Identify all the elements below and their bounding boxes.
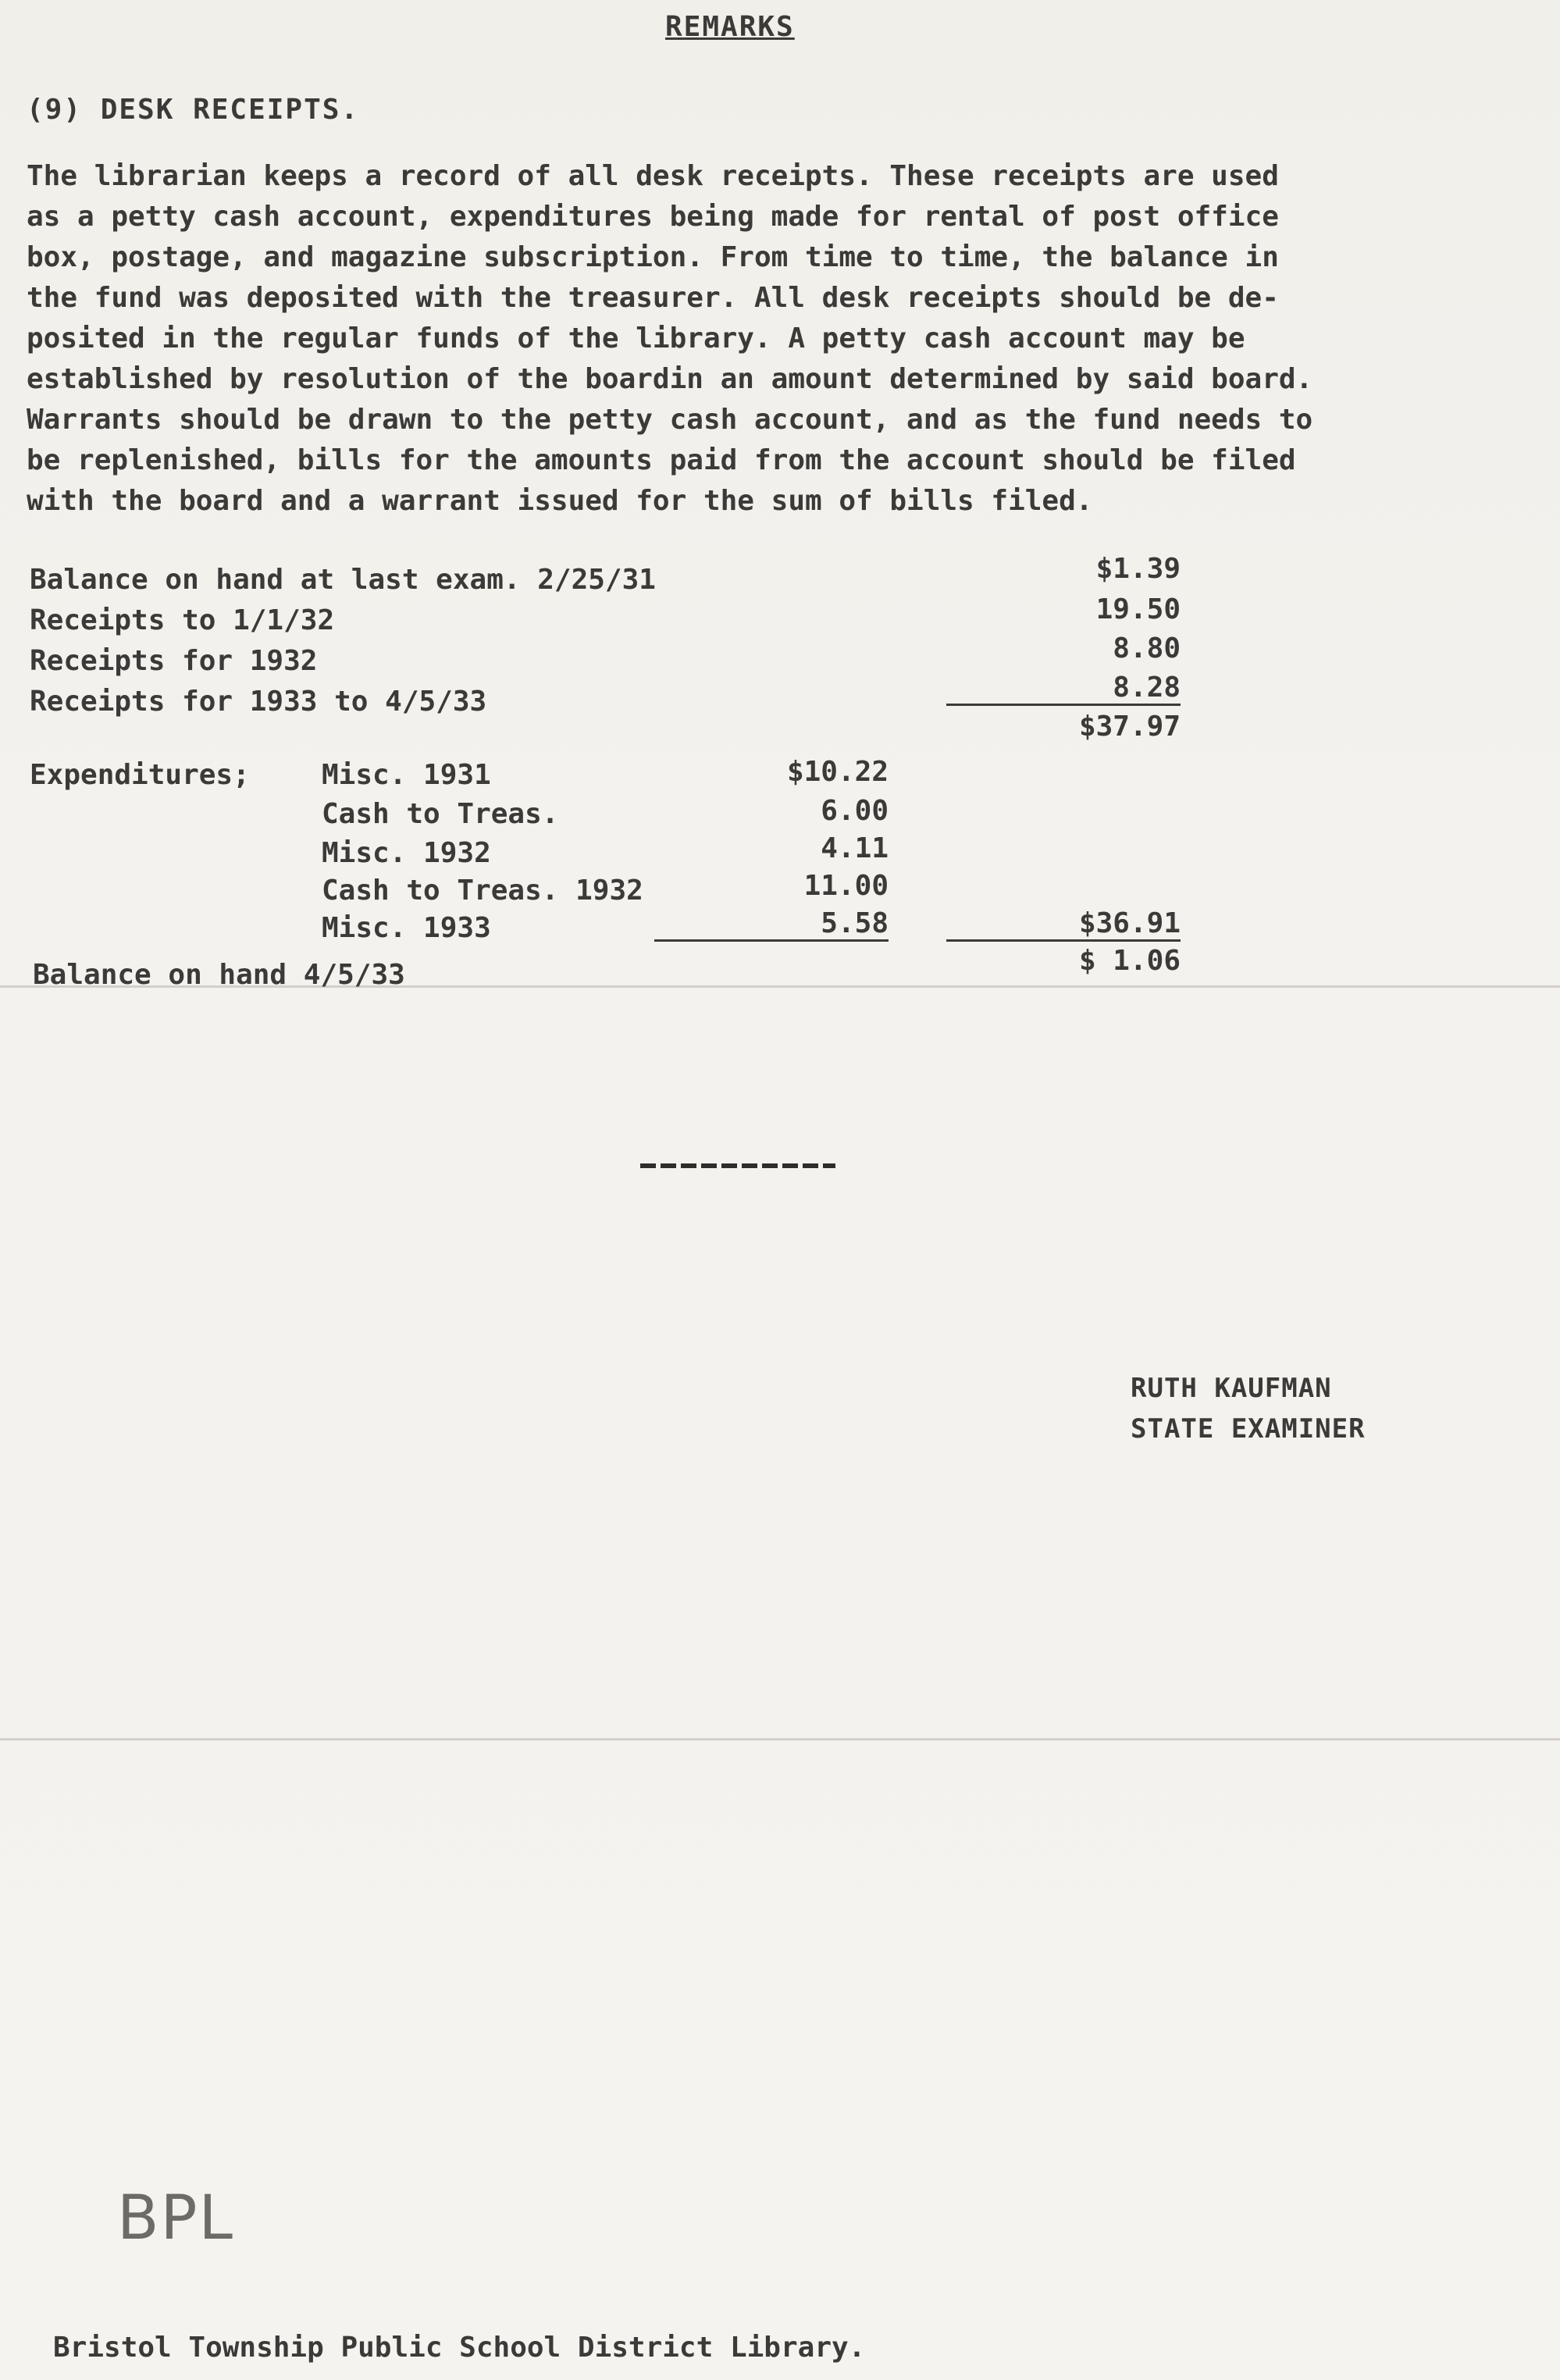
receipt-label: Receipts for 1932 [30,645,318,677]
paragraph-line: as a petty cash account, expenditures being made for rental of post office [27,201,1279,233]
receipt-amount: 19.50 [1095,593,1181,625]
page-heading: REMARKS [665,11,795,43]
section-title: (9) DESK RECEIPTS. [27,94,360,126]
expenditure-amount: 11.00 [803,870,889,902]
expenditure-amount: 4.11 [821,832,889,864]
expenditure-label: Misc. 1933 [322,912,491,944]
examiner-name: RUTH KAUFMAN [1131,1373,1332,1404]
receipt-label: Receipts for 1933 to 4/5/33 [30,686,487,718]
paragraph-line: with the board and a warrant issued for the sum of bills filed. [27,485,1093,517]
expenditure-label: Misc. 1931 [322,759,491,791]
expenditure-label: Cash to Treas. 1932 [322,875,643,907]
paragraph-line: The librarian keeps a record of all desk receipts. These receipts are used [27,160,1279,192]
examiner-title: STATE EXAMINER [1131,1413,1366,1445]
receipts-total: $37.97 [1078,711,1181,743]
remarks-paragraph [27,156,1510,522]
paper-fold-line [0,1738,1560,1740]
paragraph-line: Warrants should be drawn to the petty cash account, and as the fund needs to [27,404,1313,436]
receipt-label: Balance on hand at last exam. 2/25/31 [30,564,656,596]
expenditure-label: Misc. 1932 [322,837,491,869]
balance-label: Balance on hand 4/5/33 [33,959,405,991]
section-divider [640,1163,835,1168]
expenditures-total: $36.91 [946,907,1181,942]
expenditure-amount: $10.22 [786,756,889,788]
footer-library-name: Bristol Township Public School District Library. [53,2332,866,2364]
paragraph-line: established by resolution of the boardin an amount determined by said board. [27,363,1313,395]
receipt-amount: 8.28 [946,672,1181,706]
expenditure-label: Cash to Treas. [322,798,559,830]
paragraph-line: the fund was deposited with the treasurer. All desk receipts should be de- [27,282,1279,314]
expenditure-amount: 5.58 [654,907,889,942]
expenditures-label: Expenditures; [30,759,250,791]
receipt-amount: 8.80 [1113,632,1181,664]
receipt-label: Receipts to 1/1/32 [30,604,335,636]
paragraph-line: box, postage, and magazine subscription. From time to time, the balance in [27,241,1279,273]
signature-block [1131,1368,1366,1449]
balance-amount: $ 1.06 [1078,945,1181,977]
paragraph-line: be replenished, bills for the amounts paid from the account should be filed [27,444,1296,476]
bpl-watermark: BPL [117,2183,235,2254]
paragraph-line: posited in the regular funds of the library. A petty cash account may be [27,322,1245,355]
expenditure-amount: 6.00 [821,795,889,827]
receipt-amount: $1.39 [1095,553,1181,585]
